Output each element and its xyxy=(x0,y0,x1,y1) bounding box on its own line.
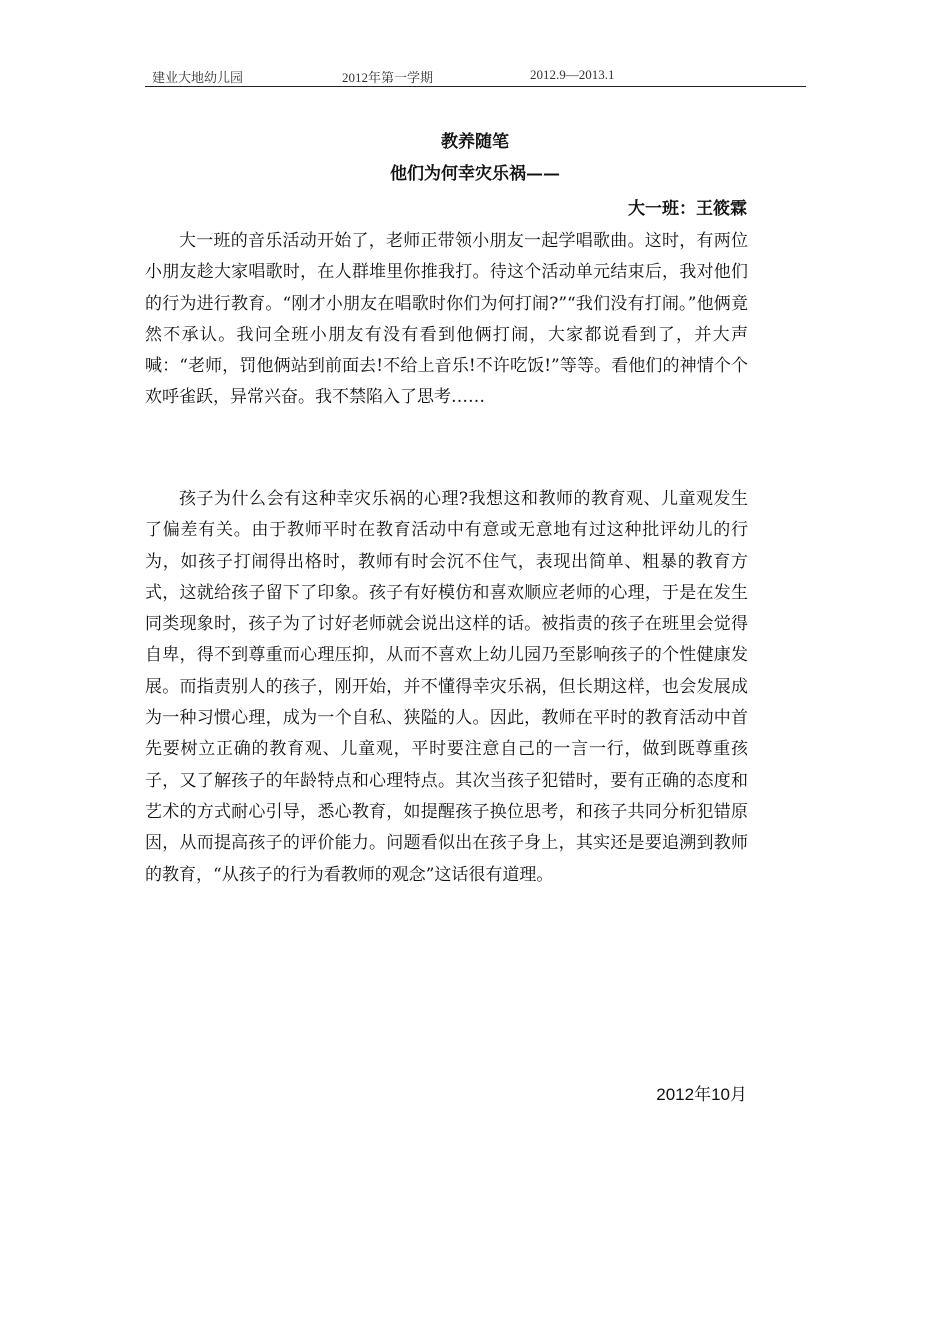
header-school-name: 建业大地幼儿园 xyxy=(152,70,244,85)
article-subtitle: 他们为何幸灾乐祸—— xyxy=(390,164,560,184)
article-author: 大一班：王筱霖 xyxy=(628,199,747,219)
page-header xyxy=(145,64,806,87)
article-paragraph-1: 大一班的音乐活动开始了，老师正带领小朋友一起学唱歌曲。这时，有两位小朋友趁大家唱歌时，在人群堆里你推我打。待这个活动单元结束后，我对他们的行为进行教育。“刚才小朋友在唱歌时你们为何打闹?”“我们没有打闹。”他俩竟然不承认。我问全班小朋友有没有看到他俩打闹，大家都说看到了，并大声喊：“老师，罚他俩站到前面去!不给上音乐!不许吃饭!”等等。看他们的神情个个欢呼雀跃，异常兴奋。我不禁陷入了思考…… xyxy=(145,231,748,408)
header-term: 2012年第一学期 xyxy=(342,70,434,85)
article-title: 教养随笔 xyxy=(441,132,509,152)
article-date: 2012年10月 xyxy=(656,1085,747,1104)
article-paragraph-2: 孩子为什么会有这种幸灾乐祸的心理?我想这和教师的教育观、儿童观发生了偏差有关。由于教师平时在教育活动中有意或无意地有过这种批评幼儿的行为，如孩子打闹得出格时，教师有时会沉不住气，表现出简单、粗暴的教育方式，这就给孩子留下了印象。孩子有好模仿和喜欢顺应老师的心理，于是在发生同类现象时，孩子为了讨好老师就会说出这样的话。被指责的孩子在班里会觉得自卑，得不到尊重而心理压抑，从而不喜欢上幼儿园乃至影响孩子的个性健康发展。而指责别人的孩子，刚开始，并不懂得幸灾乐祸，但长期这样，也会发展成为一种习惯心理，成为一个自私、狭隘的人。因此，教师在平时的教育活动中首先要树立正确的教育观、儿童观，平时要注意自己的一言一行，做到既尊重孩子，又了解孩子的年龄特点和心理特点。其次当孩子犯错时，要有正确的态度和艺术的方式耐心引导，悉心教育，如提醒孩子换位思考，和孩子共同分析犯错原因，从而提高孩子的评价能力。问题看似出在孩子身上，其实还是要追溯到教师的教育，“从孩子的行为看教师的观念”这话很有道理。 xyxy=(145,489,748,885)
header-period: 2012.9—2013.1 xyxy=(530,67,615,82)
